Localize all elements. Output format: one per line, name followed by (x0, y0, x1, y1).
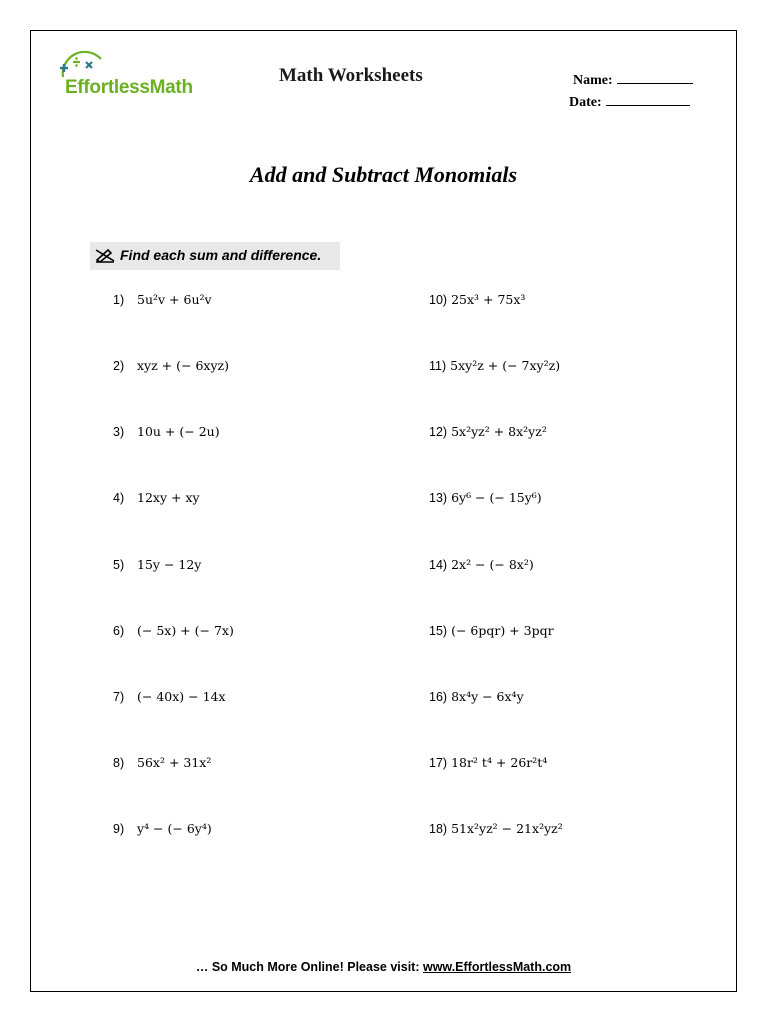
problem-item: 11) 5xy²z + (− 7xy²z) (429, 358, 561, 373)
problem-item: 15) (− 6pqr) + 3pqr (429, 623, 554, 638)
problem-item: 7) (− 40x) − 14x (113, 689, 226, 704)
name-field[interactable] (573, 71, 693, 89)
worksheet-title: Add and Subtract Monomials (249, 162, 518, 187)
problem-item: 8) 56x² + 31x² (113, 755, 212, 770)
footer (31, 960, 736, 974)
problem-item: 3) 10u + (− 2u) (113, 424, 220, 439)
name-blank[interactable] (617, 71, 693, 84)
problem-item: 10) 25x³ + 75x³ (429, 292, 526, 307)
header-title: Math Worksheets (279, 65, 423, 86)
worksheet-page (30, 30, 737, 992)
footer-link[interactable]: www.EffortlessMath.com (422, 960, 572, 974)
problem-item: 18) 51x²yz² − 21x²yz² (429, 821, 563, 836)
footer-text: … So Much More Online! Please visit: (195, 960, 423, 974)
problem-item: 9) y⁴ − (− 6y⁴) (113, 821, 212, 836)
name-label: Name: (573, 73, 613, 88)
problem-item: 6) (− 5x) + (− 7x) (113, 623, 234, 638)
pencil-icon (94, 247, 116, 263)
problem-item: 4) 12xy + xy (113, 490, 200, 505)
problem-item: 14) 2x² − (− 8x²) (429, 557, 534, 572)
date-field[interactable] (569, 93, 690, 111)
problem-item: 12) 5x²yz² + 8x²yz² (429, 424, 547, 439)
problem-item: 13) 6y⁶ − (− 15y⁶) (429, 490, 542, 505)
problem-item: 16) 8x⁴y − 6x⁴y (429, 689, 524, 704)
date-blank[interactable] (606, 93, 690, 106)
effortlessmath-logo (53, 51, 213, 106)
instruction-text: Find each sum and difference. (120, 247, 322, 263)
problem-item: 2) xyz + (− 6xyz) (113, 358, 229, 373)
problem-item: 5) 15y − 12y (113, 557, 202, 572)
date-label: Date: (569, 95, 602, 110)
logo-text: EffortlessMath (65, 77, 193, 98)
problem-item: 17) 18r² t⁴ + 26r²t⁴ (429, 755, 548, 770)
problem-item: 1) 5u²v + 6u²v (113, 292, 212, 307)
instruction-box (90, 242, 340, 270)
